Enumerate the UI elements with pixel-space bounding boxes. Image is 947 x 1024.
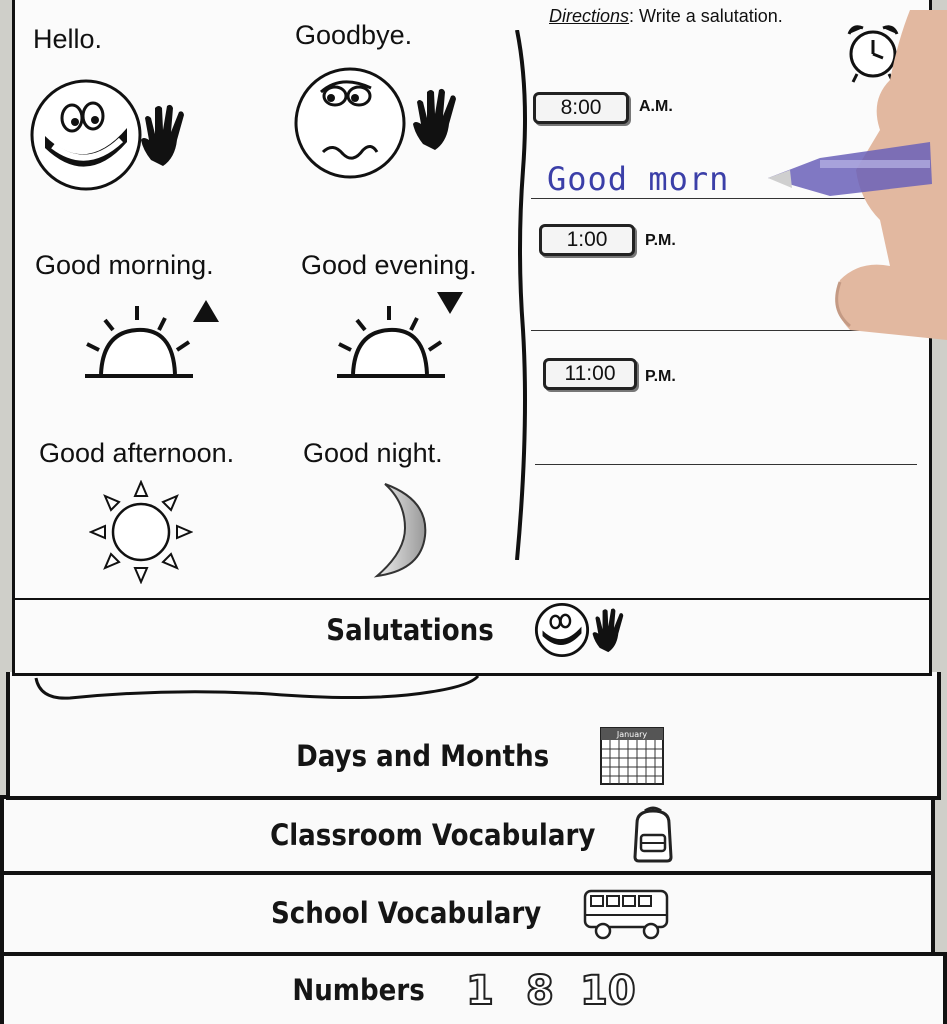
column-divider — [513, 30, 533, 560]
classroom-vocabulary-tab[interactable] — [0, 795, 935, 875]
smiley-face-icon — [27, 76, 145, 194]
time-1-value: 8:00 — [560, 96, 602, 119]
directions-instruction: : Write a salutation. — [629, 6, 783, 26]
time-3-value: 11:00 — [564, 362, 616, 385]
wavy-line-decoration — [10, 672, 945, 716]
worried-face-icon — [291, 64, 409, 182]
waving-hand-icon — [139, 100, 189, 170]
salutations-tab-label: Salutations — [326, 613, 494, 647]
days-and-months-tab-label: Days and Months — [295, 739, 550, 773]
numbers-tab-label: Numbers — [292, 973, 425, 1007]
good-night-label: Good night. — [303, 438, 443, 468]
time-box-3 — [543, 358, 637, 390]
number-icon-10: 10 — [580, 968, 636, 1012]
time-2-period: P.M. — [645, 232, 676, 249]
salutations-tab[interactable] — [15, 598, 929, 660]
classroom-vocabulary-tab-label: Classroom Vocabulary — [269, 818, 596, 852]
handwritten-answer: Good morn — [547, 160, 730, 198]
number-icon-8: 8 — [526, 968, 554, 1012]
crescent-moon-icon — [371, 480, 431, 580]
time-box-2 — [539, 224, 635, 256]
directions-label: Directions — [549, 6, 630, 26]
school-bus-icon — [579, 883, 679, 943]
goodbye-label: Goodbye. — [295, 20, 413, 50]
time-3-period: P.M. — [645, 368, 676, 385]
sunset-icon — [333, 292, 483, 384]
waving-hand-small-icon — [591, 605, 627, 655]
numbers-tab[interactable] — [0, 952, 947, 1024]
writing-line-3[interactable] — [535, 464, 917, 465]
waving-hand-icon-2 — [411, 84, 461, 154]
underlying-sheet-edge — [6, 672, 941, 716]
days-and-months-tab[interactable] — [6, 712, 941, 800]
time-2-value: 1:00 — [566, 228, 608, 251]
smiley-face-small-icon — [533, 602, 591, 658]
backpack-icon — [623, 805, 683, 865]
sun-icon — [89, 480, 193, 584]
number-icon-1: 1 — [466, 968, 494, 1012]
sunrise-icon — [81, 292, 231, 384]
good-evening-label: Good evening. — [301, 250, 477, 280]
calendar-month-label: January — [616, 730, 648, 739]
good-morning-label: Good morning. — [35, 250, 214, 280]
school-vocabulary-tab-label: School Vocabulary — [271, 896, 542, 930]
numbers-icon — [462, 968, 662, 1012]
calendar-icon — [599, 726, 665, 786]
hand-with-pen — [760, 10, 947, 340]
directions-text — [549, 6, 783, 27]
hello-label: Hello. — [33, 24, 103, 54]
school-vocabulary-tab[interactable] — [0, 870, 935, 956]
good-afternoon-label: Good afternoon. — [39, 438, 235, 468]
time-box-1 — [533, 92, 629, 124]
time-1-period: A.M. — [639, 98, 673, 115]
